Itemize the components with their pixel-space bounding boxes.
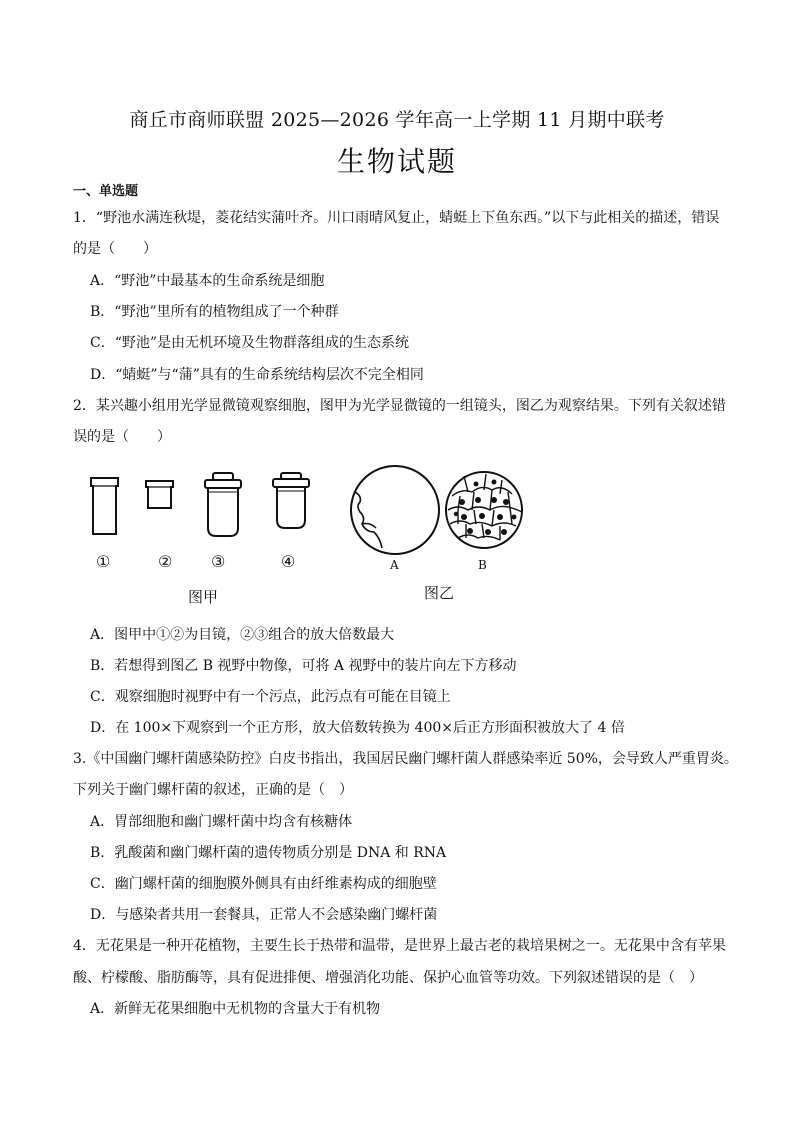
question-1-option-a: A．“野池”中最基本的生命系统是细胞 [90, 273, 325, 289]
question-3-option-d: D．与感染者共用一套餐具，正常人不会感染幽门螺杆菌 [90, 907, 438, 923]
exam-title: 商丘市商师联盟 2025—2026 学年高一上学期 11 月期中联考 [129, 109, 665, 131]
question-2-option-b: B．若想得到图乙 B 视野中物像，可将 A 视野中的装片向左下方移动 [90, 658, 517, 674]
objective-lens-3-icon [205, 473, 241, 536]
lens-number-1: ① [96, 552, 111, 571]
question-1-line-1: 1．“野池水满连秋堤，菱花结实蒲叶齐。川口雨晴风复止，蜻蜓上下鱼东西。”以下与此相关的描述，错误 [73, 210, 720, 226]
lens-number-2: ② [158, 552, 173, 571]
lens-number-4: ④ [281, 552, 296, 571]
question-3-line-1: 3.《中国幽门螺杆菌感染防控》白皮书指出，我国居民幽门螺杆菌人群感染率近 50%，会导致人严重胃炎。 [73, 751, 738, 767]
question-2-option-c: C．观察细胞时视野中有一个污点，此污点有可能在目镜上 [90, 689, 451, 705]
question-3-line-2: 下列关于幽门螺杆菌的叙述，正确的是（ ） [73, 782, 353, 798]
field-of-view-b-icon [446, 472, 522, 548]
figure-drawing [0, 462, 794, 612]
view-label-b: B [478, 558, 487, 572]
question-1-option-d: D．“蜻蜓”与“蒲”具有的生命系统结构层次不完全相同 [90, 367, 424, 383]
question-1-line-2: 的是（ ） [73, 241, 157, 257]
figure-caption-yi: 图乙 [424, 584, 455, 602]
eyepiece-lens-2-icon [146, 481, 173, 508]
section-heading: 一、单选题 [73, 184, 139, 199]
question-2-option-d: D．在 100×下观察到一个正方形，放大倍数转换为 400×后正方形面积被放大了 4 倍 [90, 720, 625, 736]
question-2-line-2: 误的是（ ） [73, 429, 171, 445]
view-label-a: A [390, 558, 399, 572]
question-4-line-1: 4．无花果是一种开花植物，主要生长于热带和温带，是世界上最古老的栽培果树之一。无花果中含有苹果 [73, 938, 726, 954]
question-4-option-a: A．新鲜无花果细胞中无机物的含量大于有机物 [90, 1001, 381, 1017]
question-3-option-c: C．幽门螺杆菌的细胞膜外侧具有由纤维素构成的细胞壁 [90, 876, 437, 892]
lens-number-3: ③ [211, 552, 226, 571]
eyepiece-lens-1-icon [91, 478, 118, 534]
question-1-option-b: B．“野池”里所有的植物组成了一个种群 [90, 304, 339, 320]
question-3-option-b: B．乳酸菌和幽门螺杆菌的遗传物质分别是 DNA 和 RNA [90, 845, 447, 861]
objective-lens-4-icon [273, 473, 309, 528]
microscope-figure [0, 462, 794, 612]
question-2-option-a: A．图甲中①②为目镜，②③组合的放大倍数最大 [90, 627, 395, 643]
question-4-line-2: 酸、柠檬酸、脂肪酶等，具有促进排便、增强消化功能、保护心血管等功效。下列叙述错误的是（ ） [73, 970, 703, 986]
figure-caption-jia: 图甲 [188, 588, 219, 606]
subject-title: 生物试题 [336, 145, 457, 178]
question-1-option-c: C．“野池”是由无机环境及生物群落组成的生态系统 [90, 335, 410, 351]
question-2-line-1: 2．某兴趣小组用光学显微镜观察细胞，图甲为光学显微镜的一组镜头，图乙为观察结果。下列有关叙述错 [73, 398, 726, 414]
question-3-option-a: A．胃部细胞和幽门螺杆菌中均含有核糖体 [90, 814, 353, 830]
field-of-view-a-icon [351, 466, 439, 554]
